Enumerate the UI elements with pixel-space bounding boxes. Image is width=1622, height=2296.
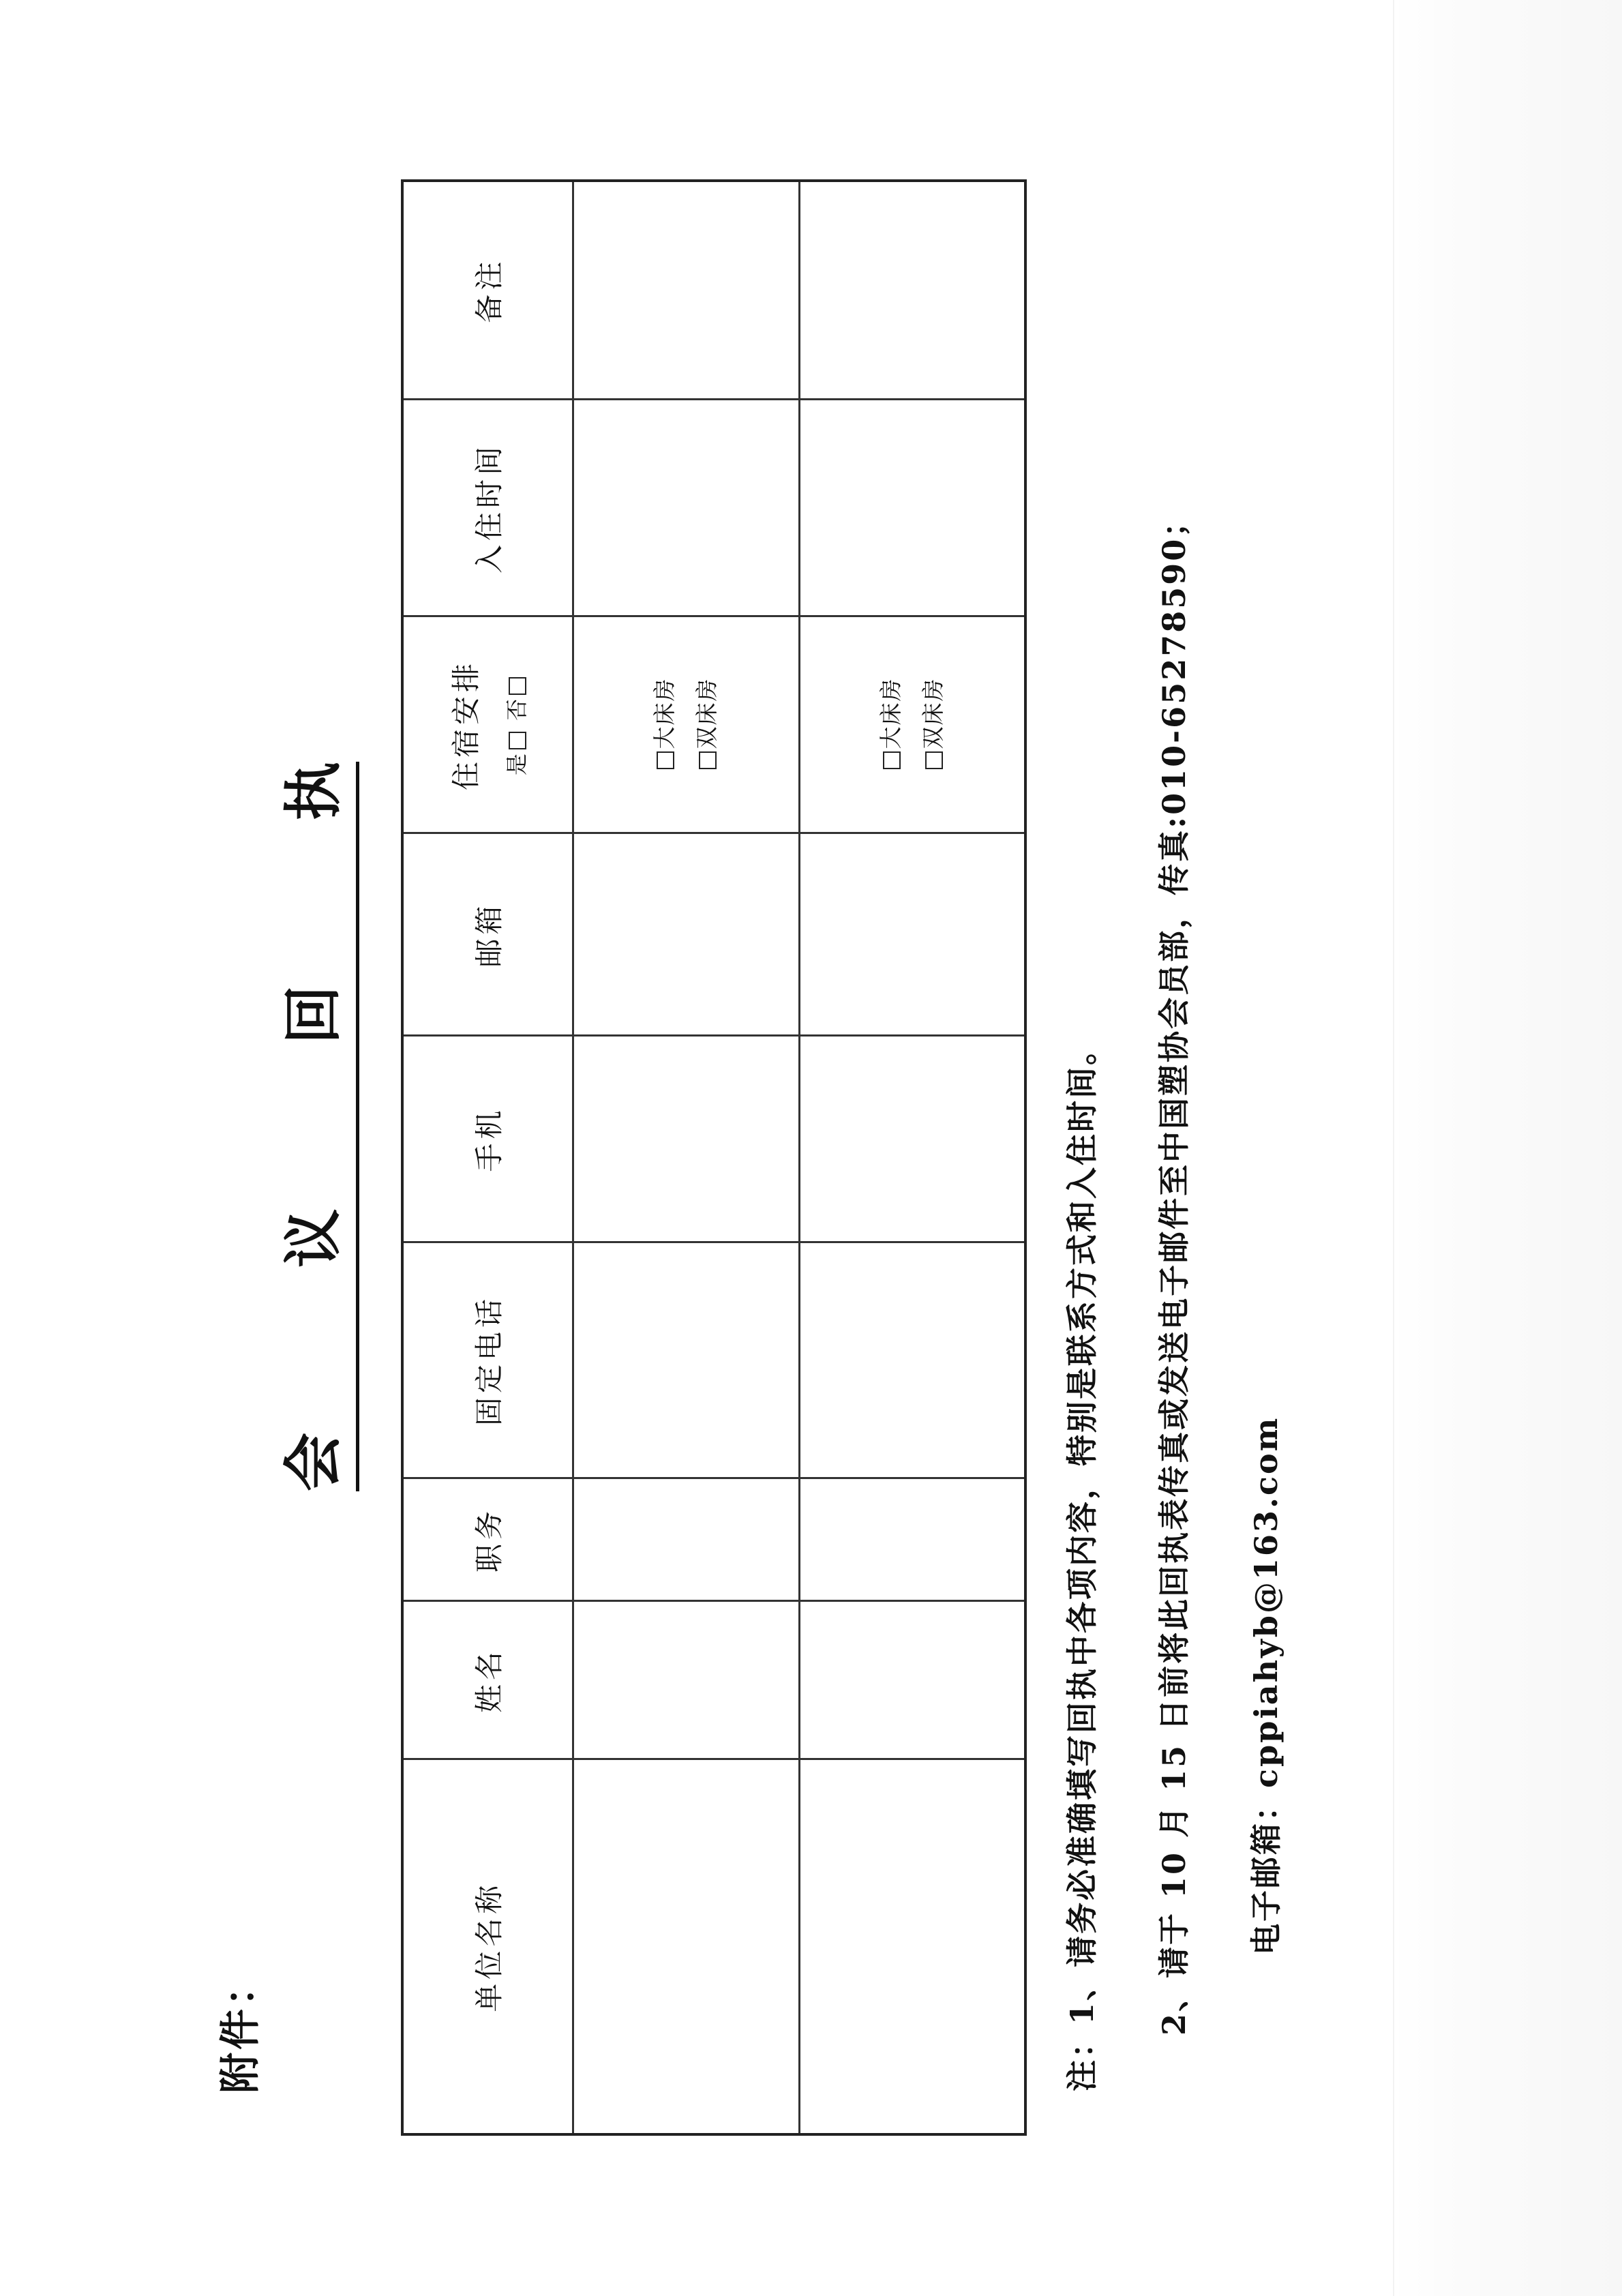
lodging-options [644, 678, 728, 773]
title-char: 会 [279, 1433, 348, 1491]
title-char: 执 [279, 762, 348, 820]
checkbox-icon[interactable] [925, 752, 943, 770]
note-line-1: 注：1、请务必准确填写回执中各项内容，特别是联系方式和入住时间。 [1064, 1031, 1100, 2091]
table-row [573, 181, 799, 2134]
lodging-option-label: 大床房 [651, 677, 678, 749]
header-lodging-label: 住宿安排 [449, 659, 483, 791]
checkbox-icon[interactable] [657, 752, 674, 770]
cell-checkin[interactable] [799, 400, 1025, 616]
cell-landline[interactable] [573, 1242, 799, 1478]
cell-lodging [799, 616, 1025, 833]
checkbox-icon[interactable] [883, 752, 901, 770]
lodging-option[interactable] [686, 678, 728, 773]
header-remarks: 备注 [402, 181, 573, 400]
lodging-no-label: 否 [504, 697, 530, 721]
header-checkin: 入住时间 [402, 400, 573, 616]
title-char: 回 [279, 985, 348, 1044]
cell-unit[interactable] [573, 1759, 799, 2134]
form-title [266, 762, 359, 1491]
checkbox-icon[interactable] [699, 752, 717, 770]
title-char: 议 [279, 1209, 348, 1268]
lodging-yes-no [500, 618, 531, 833]
cell-mobile[interactable] [573, 1036, 799, 1242]
lodging-yes-label: 是 [504, 752, 530, 776]
header-lodging [402, 616, 573, 833]
cell-landline[interactable] [799, 1242, 1025, 1478]
lodging-option-label: 双床房 [693, 677, 720, 749]
header-mobile: 手机 [402, 1036, 573, 1242]
header-landline: 固定电话 [402, 1242, 573, 1478]
attachment-label: 附件： [217, 1963, 265, 2093]
header-row [402, 181, 573, 2134]
cell-lodging [573, 616, 799, 833]
cell-email[interactable] [799, 833, 1025, 1036]
cell-remarks[interactable] [799, 181, 1025, 400]
checkbox-icon[interactable] [509, 732, 526, 749]
note-line-3: 电子邮箱：cppiahyb@163.com [1248, 1416, 1285, 1955]
header-unit: 单位名称 [402, 1759, 573, 2134]
cell-position[interactable] [573, 1478, 799, 1601]
header-email: 邮箱 [402, 833, 573, 1036]
lodging-option[interactable] [870, 678, 912, 773]
lodging-options [870, 678, 955, 773]
cell-mobile[interactable] [799, 1036, 1025, 1242]
cell-name[interactable] [573, 1601, 799, 1759]
lodging-option-label: 双床房 [919, 677, 946, 749]
cell-remarks[interactable] [573, 181, 799, 400]
notes-section [1036, 114, 1312, 2091]
header-position: 职务 [402, 1478, 573, 1601]
cell-email[interactable] [573, 833, 799, 1036]
lodging-option[interactable] [912, 678, 955, 773]
table-row [799, 181, 1025, 2134]
cell-unit[interactable] [799, 1759, 1025, 2134]
note-line-2: 2、请于 10 月 15 日前将此回执表传真或发送电子邮件至中国塑协会员部，传真:010-65278590； [1156, 503, 1192, 2036]
cell-position[interactable] [799, 1478, 1025, 1601]
header-name: 姓名 [402, 1601, 573, 1759]
cell-name[interactable] [799, 1601, 1025, 1759]
cell-checkin[interactable] [573, 400, 799, 616]
lodging-option[interactable] [644, 678, 686, 773]
lodging-option-label: 大床房 [877, 677, 904, 749]
reply-form-table [401, 179, 1027, 2136]
checkbox-icon[interactable] [509, 677, 526, 695]
